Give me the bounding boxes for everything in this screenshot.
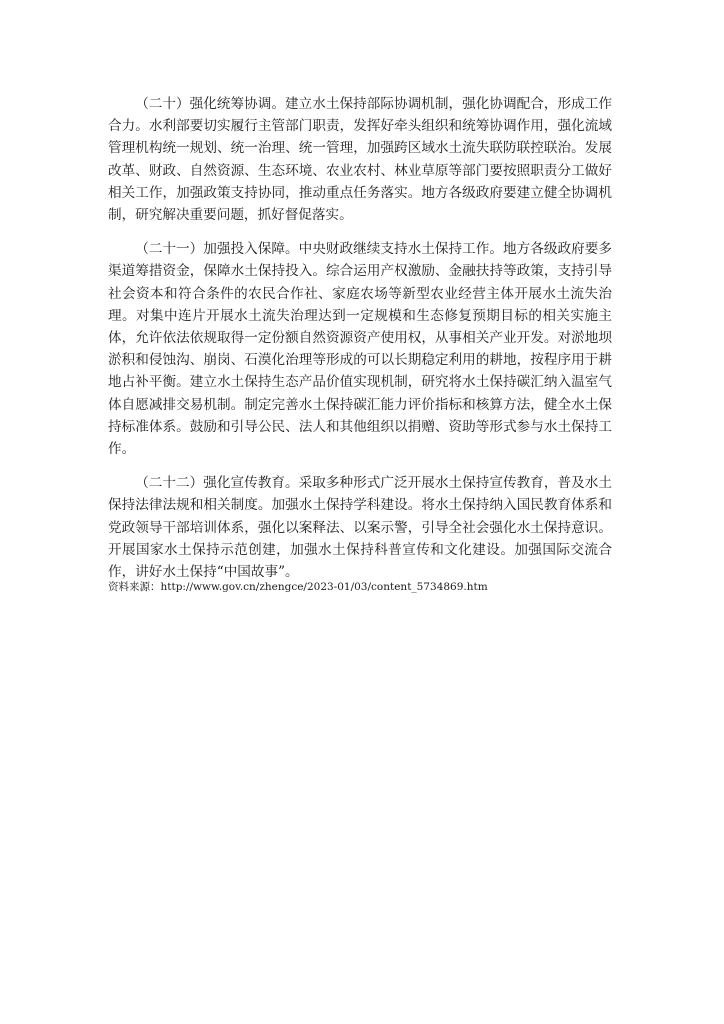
paragraph-20: （二十）强化统筹协调。建立水土保持部际协调机制，强化协调配合，形成工作合力。水利部要切实履行主管部门职责，发挥好牵头组织和统筹协调作用，强化流域管理机构统一规划、统一治理、统一管理，加强跨区域水土流失联防联控联治。发展改革、财政、自然资源、生态环境、农业农村、林业草原等部门要按照职责分工做好相关工作，加强政策支持协同，推动重点任务落实。地方各级政府要建立健全协调机制，研究解决重要问题，抓好督促落实。 bbox=[108, 96, 612, 224]
source-note: 资料来源：http://www.gov.cn/zhengce/2023-01/03/content_5734869.htm bbox=[108, 581, 488, 593]
paragraph-21: （二十一）加强投入保障。中央财政继续支持水土保持工作。地方各级政府要多渠道筹措资金，保障水土保持投入。综合运用产权激励、金融扶持等政策，支持引导社会资本和符合条件的农民合作社、家庭农场等新型农业经营主体开展水土流失治理。对集中连片开展水土流失治理达到一定规模和生态修复预期目标的相关实施主体，允许依法依规取得一定份额自然资源资产使用权，从事相关产业开发。对淤地坝淤积和侵蚀沟、崩岗、石漠化治理等形成的可以长期稳定利用的耕地，按程序用于耕地占补平衡。建立水土保持生态产品价值实现机制，研究将水土保持碳汇纳入温室气体自愿减排交易机制。制定完善水土保持碳汇能力评价指标和核算方法，健全水土保持标准体系。鼓励和引导公民、法人和其他组织以捐赠、资助等形式参与水土保持工作。 bbox=[108, 241, 612, 458]
document-body bbox=[108, 93, 612, 595]
paragraph-22: （二十二）强化宣传教育。采取多种形式广泛开展水土保持宣传教育，普及水土保持法律法规和相关制度。加强水土保持学科建设。将水土保持纳入国民教育体系和党政领导干部培训体系，强化以案释法、以案示警，引导全社会强化水土保持意识。开展国家水土保持示范创建，加强水土保持科普宣传和文化建设。加强国际交流合作，讲好水土保持“中国故事”。 bbox=[108, 475, 612, 581]
